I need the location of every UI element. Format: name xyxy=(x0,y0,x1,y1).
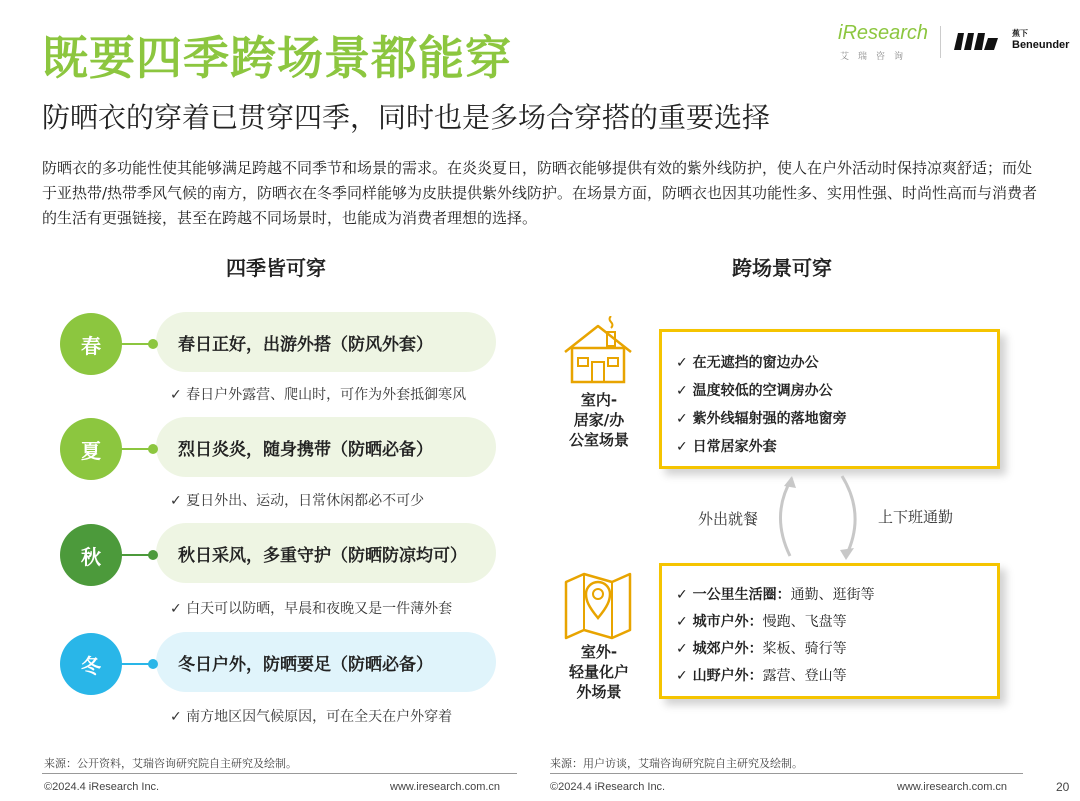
logo-divider xyxy=(940,26,941,58)
beneunder-logo xyxy=(952,28,1074,56)
season-connector-dot xyxy=(148,339,158,349)
season-note: ✓ 春日户外露营、爬山时，可作为外套抵御寒风 xyxy=(170,387,467,403)
outdoor-scenes-box xyxy=(659,563,1000,699)
season-headline: 冬日户外，防晒要足（防晒必备） xyxy=(156,632,496,692)
season-circle: 夏 xyxy=(60,418,122,480)
season-circle: 冬 xyxy=(60,633,122,695)
beneunder-logo-cn: 蕉下 xyxy=(1012,29,1028,38)
indoor-scene-label xyxy=(560,390,638,450)
outdoor-label-line: 室外- xyxy=(580,643,618,661)
season-connector-dot xyxy=(148,444,158,454)
footer-divider-left xyxy=(42,773,517,774)
beneunder-logo-en: Beneunder xyxy=(1012,39,1070,51)
season-note: ✓ 夏日外出、运动，日常休闲都必不可少 xyxy=(170,493,425,509)
iresearch-logo xyxy=(838,22,930,66)
outdoor-item: ✓ 山野户外：露营、登山等 xyxy=(676,668,847,684)
copyright-left: ©2024.4 iResearch Inc. xyxy=(44,781,160,793)
beneunder-mark-icon xyxy=(952,30,1000,52)
outdoor-item: ✓ 城郊户外：桨板、骑行等 xyxy=(676,641,847,657)
indoor-item: ✓ 日常居家外套 xyxy=(676,439,777,455)
page-number: 20 xyxy=(1056,780,1070,794)
outdoor-item: ✓ 一公里生活圈：通勤、逛街等 xyxy=(676,587,875,603)
outdoor-label-line: 轻量化户 xyxy=(568,663,629,681)
season-note: ✓ 南方地区因气候原因，可在全天在户外穿着 xyxy=(170,709,453,725)
cycle-arrows-icon xyxy=(770,470,870,565)
website-url-right[interactable]: www.iresearch.com.cn xyxy=(897,781,1008,793)
source-note-left: 来源：公开资料，艾瑞咨询研究院自主研究及绘制。 xyxy=(44,757,297,770)
indoor-scenes-box xyxy=(659,329,1000,469)
indoor-label-line: 居家/办 xyxy=(573,411,625,429)
website-url-left[interactable]: www.iresearch.com.cn xyxy=(390,781,501,793)
page-title: 既要四季跨场景都能穿 xyxy=(42,31,512,85)
season-headline: 烈日炎炎，随身携带（防晒必备） xyxy=(156,417,496,477)
indoor-item: ✓ 在无遮挡的窗边办公 xyxy=(676,355,819,371)
copyright-right: ©2024.4 iResearch Inc. xyxy=(550,781,666,793)
scenes-heading: 跨场景可穿 xyxy=(732,256,832,280)
season-note: ✓ 白天可以防晒，早晨和夜晚又是一件薄外套 xyxy=(170,601,453,617)
season-headline: 春日正好，出游外搭（防风外套） xyxy=(156,312,496,372)
indoor-label-line: 公室场景 xyxy=(568,431,629,449)
season-circle: 春 xyxy=(60,313,122,375)
iresearch-logo-text: iResearch xyxy=(838,22,929,44)
season-circle: 秋 xyxy=(60,524,122,586)
iresearch-logo-cn: 艾瑞咨询 xyxy=(840,52,913,62)
map-pin-icon xyxy=(562,568,634,640)
season-connector-dot xyxy=(148,659,158,669)
intro-paragraph: 防晒衣的多功能性使其能够满足跨越不同季节和场景的需求。在炎炎夏日，防晒衣能够提供有效的紫外线防护，使人在户外活动时保持凉爽舒适；而处于亚热带/热带季风气候的南方，防晒衣在冬季同样能够为皮肤提供紫外线防护。在场景方面，防晒衣也因其功能性多、实用性强、时尚性高而与消费者的生活有更强链接，甚至在跨越不同场景时，也能成为消费者理想的选择。 xyxy=(42,159,1038,227)
season-connector-dot xyxy=(148,550,158,560)
season-headline: 秋日采风，多重守护（防晒防凉均可） xyxy=(156,523,496,583)
arrow-label-commute: 上下班通勤 xyxy=(878,508,954,526)
footer-divider-right xyxy=(550,773,1023,774)
outdoor-label-line: 外场景 xyxy=(576,683,622,701)
indoor-item: ✓ 温度较低的空调房办公 xyxy=(676,383,833,399)
outdoor-scene-label xyxy=(560,642,638,702)
source-note-right: 来源：用户访谈，艾瑞咨询研究院自主研究及绘制。 xyxy=(550,757,803,770)
outdoor-item: ✓ 城市户外：慢跑、飞盘等 xyxy=(676,614,847,630)
arrow-label-dining: 外出就餐 xyxy=(698,510,759,528)
page-subtitle: 防晒衣的穿着已贯穿四季，同时也是多场合穿搭的重要选择 xyxy=(42,101,771,134)
house-icon xyxy=(561,316,635,386)
seasons-heading: 四季皆可穿 xyxy=(226,256,326,280)
indoor-label-line: 室内- xyxy=(580,391,618,409)
indoor-item: ✓ 紫外线辐射强的落地窗旁 xyxy=(676,411,847,427)
